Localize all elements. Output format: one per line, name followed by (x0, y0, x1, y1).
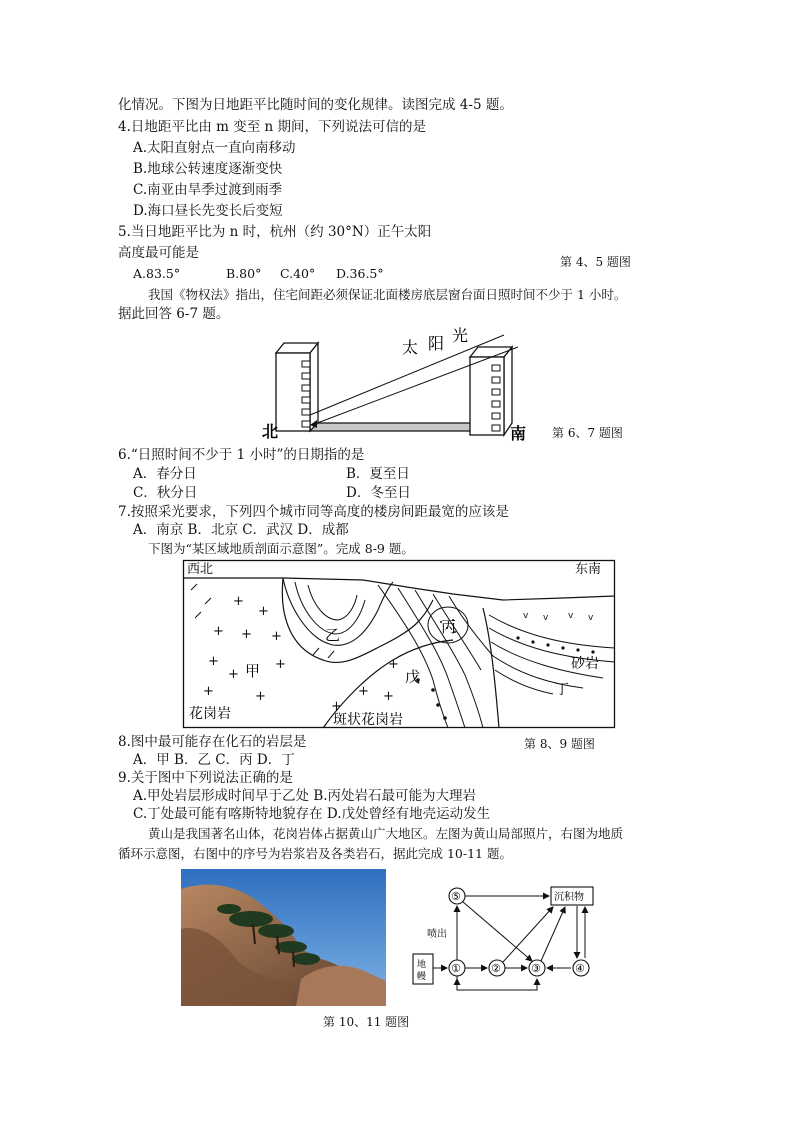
svg-text:+: + (271, 629, 282, 644)
q5-option-c: C.40° (280, 266, 316, 281)
fig89-jia-label: 甲 (245, 662, 261, 680)
fig89-wu-label: 戊 (405, 668, 421, 686)
rock-cycle-eruption-label: 喷出 (427, 929, 447, 940)
q6-option-c: C．秋分日 (133, 485, 198, 501)
fig67-north-label: 北 (262, 422, 279, 441)
svg-text:+: + (331, 699, 342, 714)
q9-options-line2: C.丁处最可能有喀斯特地貌存在 D.戊处曾经有地壳运动发生 (133, 806, 491, 822)
rock-cycle-node-1: ① (451, 962, 461, 975)
svg-text:v: v (568, 611, 574, 621)
caption-8-9: 第 8、9 题图 (524, 737, 595, 751)
fig67-sun-label-1: 太 (402, 338, 419, 357)
intro-10-11-line1: 黄山是我国著名山体，花岗岩体占据黄山广大地区。左图为黄山局部照片，右图为地质 (148, 826, 624, 841)
q7-options: A．南京 B．北京 C．武汉 D．成都 (133, 522, 349, 538)
intro-8-9: 下图为“某区域地质剖面示意图”。完成 8-9 题。 (148, 541, 414, 556)
svg-text:+: + (203, 684, 214, 699)
svg-text:v: v (523, 611, 529, 621)
caption-10-11: 第 10、11 题图 (323, 1015, 410, 1029)
svg-text:+: + (358, 684, 369, 699)
q4-option-a: A.太阳直射点一直向南移动 (133, 140, 296, 156)
fig67-sun-label-3: 光 (452, 326, 469, 345)
fig89-ding-label: 丁 (555, 682, 569, 698)
fig89-porphyritic-granite-label: 斑状花岗岩 (333, 712, 403, 728)
rock-cycle-node-5: ⑤ (451, 890, 461, 903)
fig67-south-label: 南 (510, 424, 527, 443)
q5-option-a: A.83.5° (133, 266, 181, 281)
fig89-se-label: 东南 (575, 562, 602, 577)
svg-text:+: + (213, 624, 224, 639)
svg-text:+: + (388, 657, 399, 672)
rock-cycle-node-2: ② (491, 962, 501, 975)
rock-cycle-diagram (405, 880, 610, 1000)
svg-text:+: + (383, 689, 394, 704)
q4-stem: 4.日地距平比由 m 变至 n 期间，下列说法可信的是 (118, 119, 427, 135)
svg-text:+: + (258, 604, 269, 619)
svg-text:+: + (241, 627, 252, 642)
svg-text:v: v (543, 613, 549, 623)
fig67-sun-label-2: 阳 (428, 334, 445, 353)
rock-cycle-node-3: ③ (531, 962, 541, 975)
caption-4-5: 第 4、5 题图 (560, 255, 631, 269)
q5-stem-line2: 高度最可能是 (118, 245, 199, 261)
svg-text:v: v (588, 613, 594, 623)
fig89-yi-label: 乙 (325, 626, 341, 644)
fig89-bing-label: 丙 (441, 618, 457, 636)
q8-stem: 8.图中最可能存在化石的岩层是 (118, 734, 307, 750)
svg-text:+: + (255, 689, 266, 704)
svg-text:+: + (275, 657, 286, 672)
huangshan-photo (181, 869, 386, 1006)
fig89-granite-label: 花岗岩 (189, 706, 231, 722)
q4-option-c: C.南亚由旱季过渡到雨季 (133, 182, 283, 198)
q5-option-b: B.80° (226, 266, 262, 281)
fig89-sandstone-label: 砂岩 (571, 656, 599, 672)
intro-6-7-line1: 我国《物权法》指出，住宅间距必须保证北面楼房底层窗台面日照时间不少于 1 小时。 (148, 287, 627, 302)
intro-6-7-line2: 据此回答 6-7 题。 (118, 306, 230, 322)
q5-option-d: D.36.5° (336, 266, 384, 281)
q8-options: A．甲 B．乙 C．丙 D．丁 (133, 752, 295, 768)
q4-option-d: D.海口昼长先变长后变短 (133, 203, 283, 219)
intro-10-11-line2: 循环示意图，右图中的序号为岩浆岩及各类岩石，据此完成 10-11 题。 (118, 846, 512, 861)
q5-stem-line1: 5.当日地距平比为 n 时，杭州（约 30°N）正午太阳 (118, 224, 432, 240)
svg-text:+: + (228, 667, 239, 682)
svg-text:+: + (233, 594, 244, 609)
rock-cycle-mantle-1: 地 (417, 960, 427, 970)
figure-8-9 (183, 560, 615, 728)
q6-stem: 6.“日照时间不少于 1 小时”的日期指的是 (118, 447, 365, 463)
rock-cycle-mantle-2: 幔 (417, 972, 427, 982)
rock-cycle-sediment: 沉积物 (554, 892, 584, 903)
q9-stem: 9.关于图中下列说法正确的是 (118, 770, 293, 786)
fig89-nw-label: 西北 (187, 562, 214, 577)
q9-options-line1: A.甲处岩层形成时间早于乙处 B.丙处岩石最可能为大理岩 (133, 788, 477, 804)
q6-option-b: B．夏至日 (346, 466, 410, 482)
rock-cycle-node-4: ④ (575, 962, 585, 975)
q6-option-a: A．春分日 (133, 466, 197, 482)
intro-4-5: 化情况。下图为日地距平比随时间的变化规律。读图完成 4-5 题。 (118, 97, 513, 113)
q6-option-d: D．冬至日 (346, 485, 411, 501)
caption-6-7: 第 6、7 题图 (552, 426, 623, 440)
svg-text:+: + (208, 654, 219, 669)
q7-stem: 7.按照采光要求，下列四个城市同等高度的楼房间距最宽的应该是 (118, 504, 509, 520)
q4-option-b: B.地球公转速度逐渐变快 (133, 161, 283, 177)
